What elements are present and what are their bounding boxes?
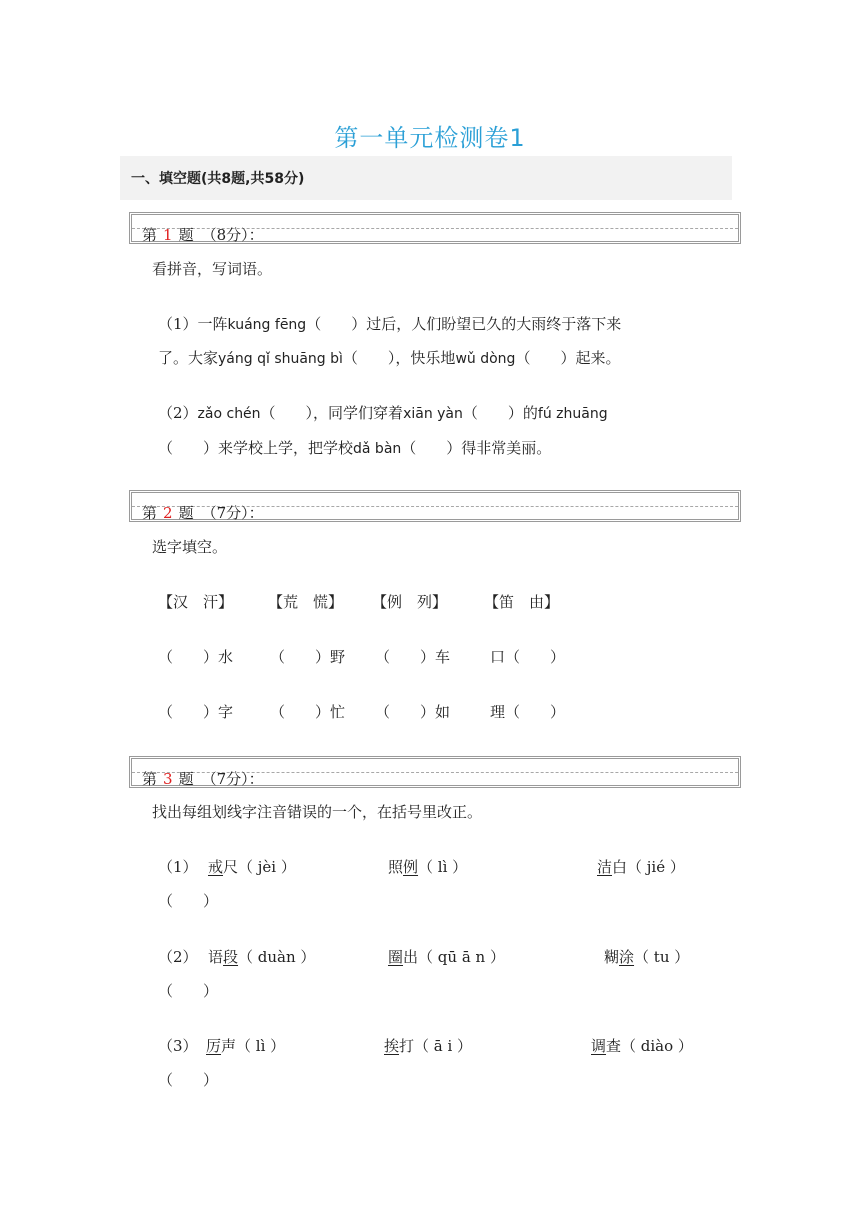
fill-blank: （ ）水 <box>158 648 234 666</box>
question-3-instruction: 找出每组划线字注音错误的一个，在括号里改正。 <box>152 803 483 821</box>
fill-blank: （ ）野 <box>270 648 346 666</box>
fill-blank: （ ）车 <box>375 648 451 666</box>
word-item: 语段（ duàn ） <box>208 948 316 966</box>
q1-line-4: （ ）来学校上学，把学校dǎ bàn（ ）得非常美丽。 <box>158 439 552 457</box>
option-group: 【笛 由】 <box>484 593 560 611</box>
option-group: 【例 列】 <box>372 593 448 611</box>
answer-blank: （ ） <box>158 892 219 910</box>
group-3-label: （3） <box>158 1037 198 1055</box>
fill-blank: （ ）如 <box>375 703 451 721</box>
page-title: 第一单元检测卷1 <box>334 124 526 152</box>
question-2-header: 第 2 题 （7分）： <box>129 490 741 522</box>
q1-line-1: （1）一阵kuáng fēng（ ）过后，人们盼望已久的大雨终于落下来 <box>158 315 622 333</box>
word-item: 糊涂（ tu ） <box>604 948 690 966</box>
section-header: 一、填空题(共8题,共58分) <box>120 156 732 200</box>
fill-blank: 理（ ） <box>490 703 566 721</box>
option-group: 【荒 慌】 <box>268 593 344 611</box>
word-item: 洁白（ jié ） <box>597 858 685 876</box>
group-2-label: （2） <box>158 948 198 966</box>
question-number: 1 <box>163 226 173 244</box>
answer-blank: （ ） <box>158 1071 219 1089</box>
fill-blank: 口（ ） <box>490 648 566 666</box>
word-item: 戒尺（ jèi ） <box>208 858 296 876</box>
q1-line-3: （2）zǎo chén（ ），同学们穿着xiān yàn（ ）的fú zhuāng <box>158 404 608 422</box>
fill-blank: （ ）字 <box>158 703 234 721</box>
question-number: 2 <box>163 504 173 522</box>
word-item: 挨打（ ā i ） <box>384 1037 473 1055</box>
word-item: 厉声（ lì ） <box>206 1037 286 1055</box>
fill-blank: （ ）忙 <box>270 703 346 721</box>
question-1-header: 第 1 题 （8分）： <box>129 212 741 244</box>
question-number: 3 <box>163 770 173 788</box>
word-item: 调查（ diào ） <box>591 1037 693 1055</box>
question-1-instruction: 看拼音，写词语。 <box>152 260 273 278</box>
q1-line-2: 了。大家yáng qǐ shuāng bì（ ），快乐地wǔ dòng（ ）起来。 <box>158 349 621 367</box>
word-item: 照例（ lì ） <box>388 858 468 876</box>
group-1-label: （1） <box>158 858 198 876</box>
question-3-header: 第 3 题 （7分）： <box>129 756 741 788</box>
question-2-instruction: 选字填空。 <box>152 538 228 556</box>
answer-blank: （ ） <box>158 982 219 1000</box>
option-group: 【汉 汗】 <box>158 593 234 611</box>
word-item: 圈出（ qū ā n ） <box>388 948 505 966</box>
